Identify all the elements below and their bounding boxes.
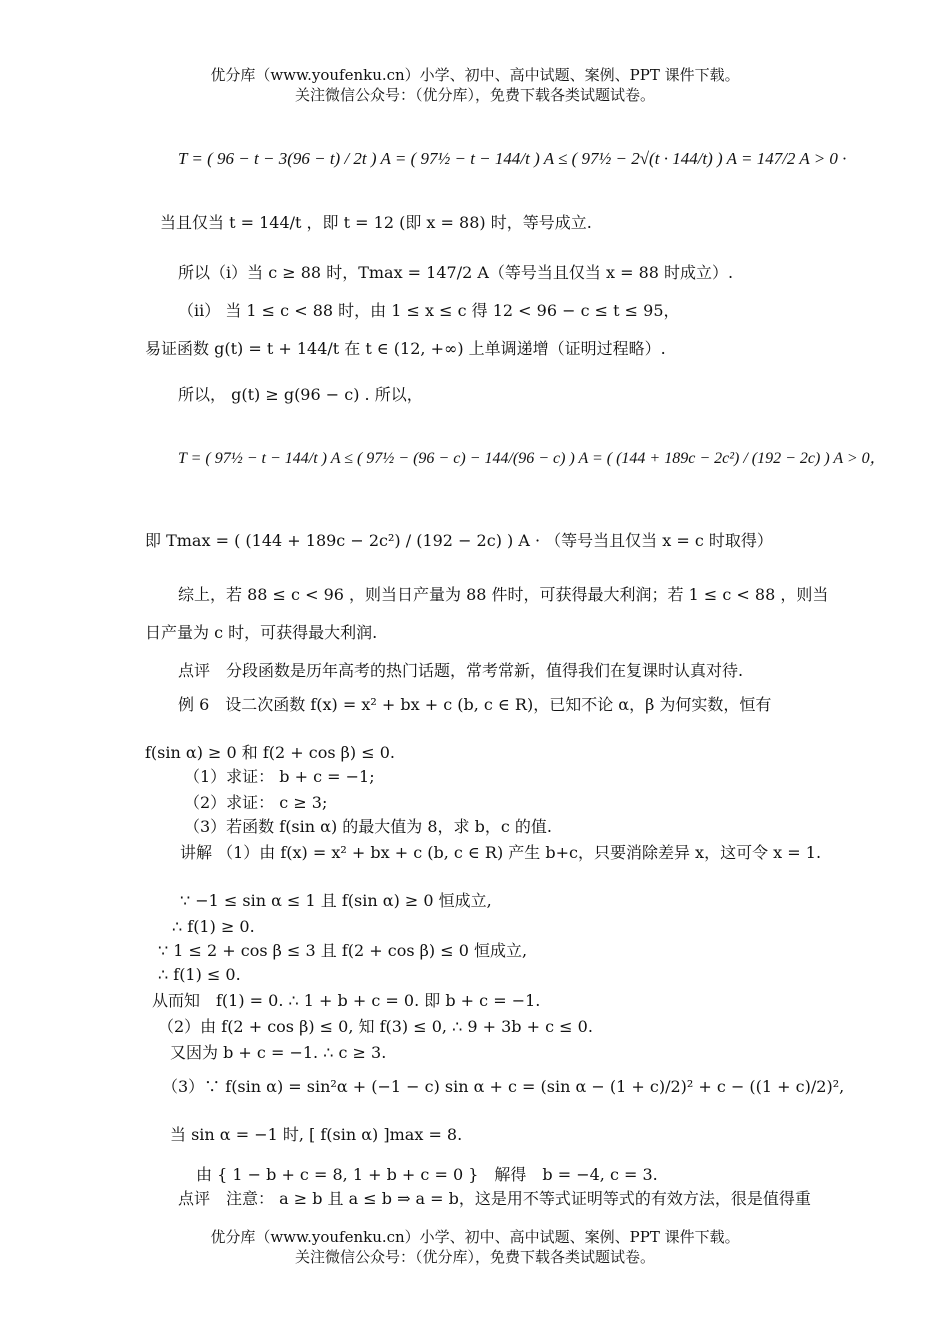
- equality-condition: 当且仅当 t = 144/t ，即 t = 12 (即 x = 88) 时，等号成立.: [160, 213, 592, 232]
- page-header-line-2: 关注微信公众号：（优分库），免费下载各类试题试卷。: [294, 86, 655, 104]
- summary-line-2: 日产量为 c 时，可获得最大利润.: [145, 623, 378, 642]
- page-footer-line-2: 关注微信公众号：（优分库），免费下载各类试题试卷。: [294, 1248, 655, 1266]
- solution-part-2-conclusion: 又因为 b + c = −1. ∴ c ≥ 3.: [170, 1043, 387, 1062]
- solution-step-1: ∵ −1 ≤ sin α ≤ 1 且 f(sin α) ≥ 0 恒成立,: [180, 891, 492, 910]
- summary-line-1: 综上，若 88 ≤ c < 96 ，则当日产量为 88 件时，可获得最大利润；若 1 ≤ c < 88 ，则当: [178, 585, 829, 604]
- question-2: （2）求证： c ≥ 3;: [184, 793, 328, 812]
- question-3: （3）若函数 f(sin α) 的最大值为 8，求 b，c 的值.: [184, 817, 553, 836]
- question-1: （1）求证： b + c = −1;: [184, 767, 375, 786]
- equation-T-bound: T = ( 96 − t − 3(96 − t) / 2t ) A = ( 97½ − t − 144/t ) A ≤ ( 97½ − 2√(t · 144/t) ) A = 147/2 A > 0 ·: [178, 149, 847, 168]
- monotonic-statement: 易证函数 g(t) = t + 144/t 在 t ∈ (12, +∞) 上单调递增（证明过程略）.: [145, 339, 666, 358]
- solution-part-2: （2）由 f(2 + cos β) ≤ 0, 知 f(3) ≤ 0, ∴ 9 + 3b + c ≤ 0.: [158, 1017, 593, 1036]
- comment-2: 点评 注意： a ≥ b 且 a ≤ b ⇒ a = b，这是用不等式证明等式的有效方法，很是值得重: [178, 1189, 811, 1208]
- case-ii-condition: （ii） 当 1 ≤ c < 88 时，由 1 ≤ x ≤ c 得 12 < 96 − c ≤ t ≤ 95，: [178, 301, 680, 320]
- page-footer-line-1: 优分库（www.youfenku.cn）小学、初中、高中试题、案例、PPT 课件下载。: [210, 1228, 740, 1246]
- solution-intro: 讲解 （1）由 f(x) = x² + bx + c (b, c ∈ R) 产生 b+c，只要消除差异 x，这可令 x = 1.: [180, 843, 822, 862]
- solution-part-3-system: 由 { 1 − b + c = 8, 1 + b + c = 0 } 解得 b = −4, c = 3.: [196, 1165, 658, 1184]
- comment-1: 点评 分段函数是历年高考的热门话题，常考常新，值得我们在复课时认真对待.: [178, 661, 744, 680]
- case-i-conclusion: 所以（i）当 c ≥ 88 时，Tmax = 147/2 A（等号当且仅当 x = 88 时成立）.: [178, 263, 734, 282]
- solution-step-3: ∵ 1 ≤ 2 + cos β ≤ 3 且 f(2 + cos β) ≤ 0 恒成立,: [158, 941, 528, 960]
- page-header-line-1: 优分库（www.youfenku.cn）小学、初中、高中试题、案例、PPT 课件下载。: [210, 66, 740, 84]
- equation-Tmax-case-ii: 即 Tmax = ( (144 + 189c − 2c²) / (192 − 2c) ) A · （等号当且仅当 x = c 时取得）: [145, 531, 773, 550]
- solution-step-5: 从而知 f(1) = 0. ∴ 1 + b + c = 0. 即 b + c = −1.: [152, 991, 541, 1010]
- solution-step-4: ∴ f(1) ≤ 0.: [158, 965, 241, 984]
- equation-T-case-ii: T = ( 97½ − t − 144/t ) A ≤ ( 97½ − (96 − c) − 144/(96 − c) ) A = ( (144 + 189c − 2c²) / (192 − 2c) ) A > 0，: [178, 450, 886, 467]
- example-6-statement: 例 6 设二次函数 f(x) = x² + bx + c (b, c ∈ R)，已知不论 α，β 为何实数，恒有: [178, 695, 772, 714]
- example-6-condition: f(sin α) ≥ 0 和 f(2 + cos β) ≤ 0.: [145, 743, 396, 762]
- solution-part-3: （3）∵ f(sin α) = sin²α + (−1 − c) sin α + c = (sin α − (1 + c)/2)² + c − ((1 + c)/2)²,: [162, 1077, 845, 1096]
- solution-step-2: ∴ f(1) ≥ 0.: [172, 917, 255, 936]
- solution-part-3-max: 当 sin α = −1 时, [ f(sin α) ]max = 8.: [170, 1125, 463, 1144]
- therefore-g: 所以， g(t) ≥ g(96 − c) . 所以，: [178, 385, 423, 404]
